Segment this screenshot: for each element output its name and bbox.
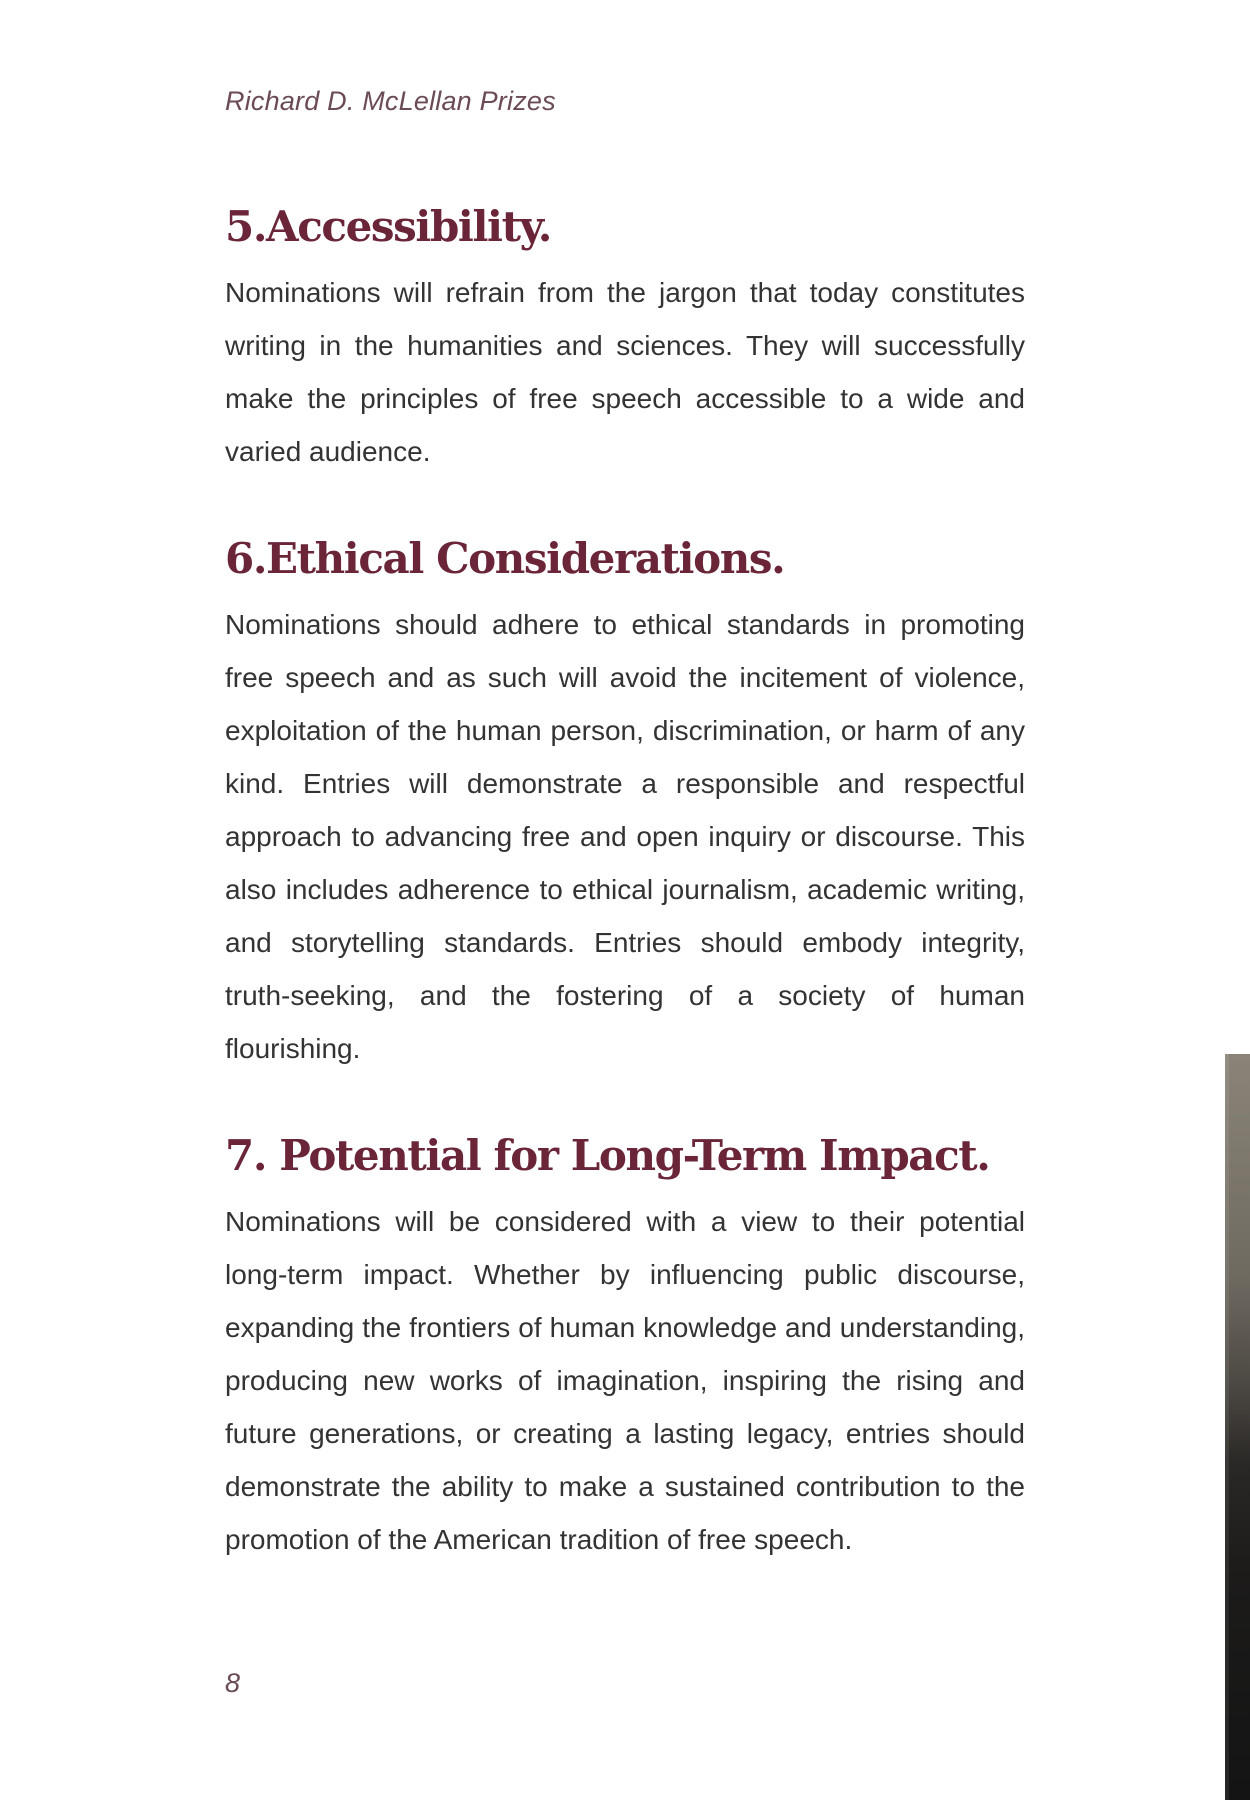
section-ethical-considerations	[225, 528, 1025, 1075]
section-body: Nominations will refrain from the jargon that today constitutes writing in the humanities and sciences. They will successfully make the principles of free speech accessible to a wide and varied audience.	[225, 277, 1025, 467]
section-heading: 7. Potential for Long-Term Impact.	[225, 1131, 990, 1180]
section-heading: 5.Accessibility.	[225, 202, 551, 251]
section-body: Nominations should adhere to ethical standards in promoting free speech and as such will avoid the incitement of violence, exploitation of the human person, discrimination, or harm of any kind. Entries will demonstrate a responsible and respectful approach to advancing free and open inquiry or discourse. This also includes adherence to ethical journalism, academic writing, and storytelling standards. Entries should embody integrity, truth-seeking, and the fostering of a society of human flourishing.	[225, 609, 1025, 1064]
section-heading: 6.Ethical Considerations.	[225, 534, 785, 583]
page-number: 8	[225, 1668, 241, 1698]
cropped-photo-edge	[1225, 1054, 1250, 1800]
running-header: Richard D. McLellan Prizes	[225, 86, 556, 116]
page-content	[225, 196, 1025, 1566]
section-long-term-impact	[225, 1125, 1025, 1566]
section-accessibility	[225, 196, 1025, 478]
section-body: Nominations will be considered with a view to their potential long-term impact. Whether by influencing public discourse, expanding the frontiers of human knowledge and understanding, producing new works of imagination, inspiring the rising and future generations, or creating a lasting legacy, entries should demonstrate the ability to make a sustained contribution to the promotion of the American tradition of free speech.	[225, 1206, 1025, 1555]
